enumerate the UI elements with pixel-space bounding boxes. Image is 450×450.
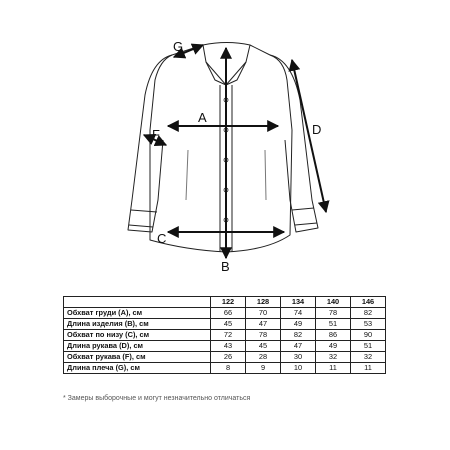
cell-value: 82 bbox=[351, 308, 386, 319]
row-label: Обхват рукава (F), см bbox=[64, 352, 211, 363]
cell-value: 49 bbox=[281, 319, 316, 330]
cell-value: 49 bbox=[316, 341, 351, 352]
cell-value: 32 bbox=[316, 352, 351, 363]
table-row bbox=[64, 319, 386, 330]
cell-value: 8 bbox=[211, 363, 246, 374]
cell-value: 78 bbox=[316, 308, 351, 319]
cell-value: 86 bbox=[316, 330, 351, 341]
row-label: Длина рукава (D), см bbox=[64, 341, 211, 352]
size-header: 122 bbox=[211, 297, 246, 308]
size-table bbox=[63, 296, 386, 374]
label-c: C bbox=[157, 231, 167, 246]
table-row bbox=[64, 363, 386, 374]
label-d: D bbox=[312, 122, 322, 137]
label-a: A bbox=[198, 110, 207, 125]
cell-value: 10 bbox=[281, 363, 316, 374]
cell-value: 47 bbox=[281, 341, 316, 352]
cell-value: 32 bbox=[351, 352, 386, 363]
row-label: Длина изделия (B), см bbox=[64, 319, 211, 330]
cell-value: 74 bbox=[281, 308, 316, 319]
cell-value: 51 bbox=[316, 319, 351, 330]
cell-value: 43 bbox=[211, 341, 246, 352]
cell-value: 11 bbox=[351, 363, 386, 374]
cell-value: 90 bbox=[351, 330, 386, 341]
label-b: B bbox=[221, 259, 230, 274]
size-header: 128 bbox=[246, 297, 281, 308]
label-g: G bbox=[173, 39, 184, 54]
cell-value: 53 bbox=[351, 319, 386, 330]
cell-value: 45 bbox=[211, 319, 246, 330]
cell-value: 45 bbox=[246, 341, 281, 352]
cell-value: 47 bbox=[246, 319, 281, 330]
cell-value: 78 bbox=[246, 330, 281, 341]
header-corner bbox=[64, 297, 211, 308]
label-f: F bbox=[152, 127, 160, 142]
cell-value: 28 bbox=[246, 352, 281, 363]
table-row bbox=[64, 352, 386, 363]
table-row bbox=[64, 330, 386, 341]
cell-value: 11 bbox=[316, 363, 351, 374]
shirt-body-outline bbox=[150, 45, 292, 252]
row-label: Длина плеча (G), см bbox=[64, 363, 211, 374]
cell-value: 72 bbox=[211, 330, 246, 341]
measurement-note: * Замеры выборочные и могут незначительно отличаться bbox=[63, 395, 251, 402]
row-label: Обхват по низу (C), см bbox=[64, 330, 211, 341]
cell-value: 51 bbox=[351, 341, 386, 352]
table-row bbox=[64, 308, 386, 319]
size-header: 140 bbox=[316, 297, 351, 308]
size-header: 146 bbox=[351, 297, 386, 308]
size-header-row bbox=[64, 297, 386, 308]
cell-value: 70 bbox=[246, 308, 281, 319]
cell-value: 9 bbox=[246, 363, 281, 374]
table-row bbox=[64, 341, 386, 352]
cell-value: 82 bbox=[281, 330, 316, 341]
row-label: Обхват груди (A), см bbox=[64, 308, 211, 319]
cell-value: 30 bbox=[281, 352, 316, 363]
size-header: 134 bbox=[281, 297, 316, 308]
cell-value: 66 bbox=[211, 308, 246, 319]
cell-value: 26 bbox=[211, 352, 246, 363]
